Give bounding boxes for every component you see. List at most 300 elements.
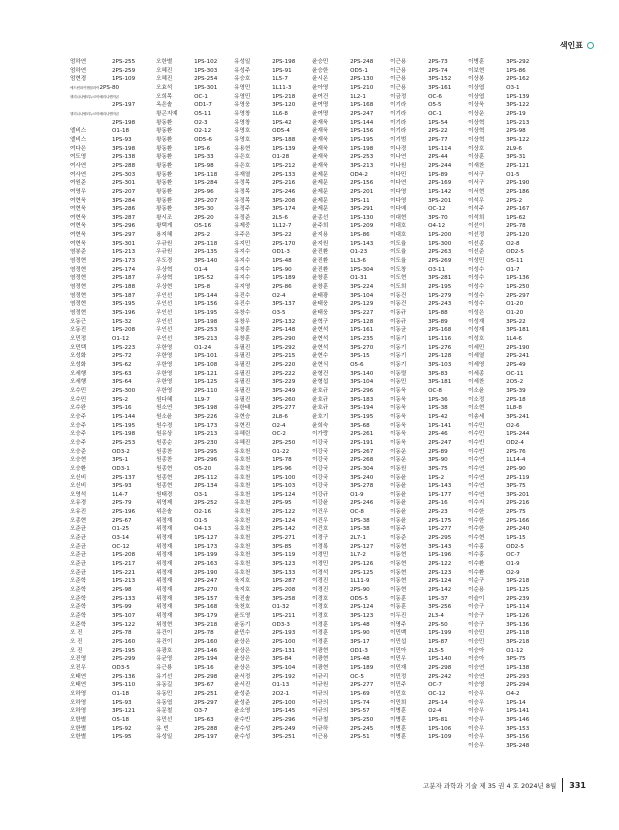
paper-code: 2PS-18 xyxy=(506,396,526,403)
author-name: 이경호 xyxy=(312,604,329,611)
paper-code: 2PS-118 xyxy=(506,630,530,637)
paper-code: 3PS-188 xyxy=(272,136,296,143)
paper-code: 2PS-112 xyxy=(194,474,218,481)
index-entry xyxy=(312,93,390,102)
paper-code: 3PS-2 xyxy=(112,396,129,403)
index-entry xyxy=(234,300,312,309)
paper-code: O3-1 xyxy=(506,84,520,91)
index-entry xyxy=(70,396,156,405)
index-entry xyxy=(312,214,390,223)
paper-code: 3PS-122 xyxy=(112,621,136,628)
paper-code: 1L4-7 xyxy=(112,491,128,498)
index-entry xyxy=(156,231,234,240)
paper-code: O5-16 xyxy=(194,223,212,230)
author-name: 여현욱 xyxy=(70,214,87,221)
author-name: 유지수 xyxy=(234,258,251,265)
author-name: 이기라 xyxy=(390,128,407,135)
author-name: 육지호 xyxy=(234,578,251,585)
author-name: 유영호 xyxy=(234,128,251,135)
author-name: 오세행 xyxy=(70,370,87,377)
paper-code: 1PS-38 xyxy=(428,405,448,412)
paper-code: 1PS-144 xyxy=(350,119,374,126)
index-entry xyxy=(390,101,468,110)
author-name: 오승환 xyxy=(70,465,87,472)
index-entry xyxy=(70,136,156,145)
author-name: 유기선 xyxy=(156,673,173,680)
paper-code: 3PS-208 xyxy=(272,197,296,204)
index-entry xyxy=(234,136,312,145)
author-name: 오성화 xyxy=(70,353,87,360)
author-name: 이민주 xyxy=(390,682,407,689)
index-entry xyxy=(312,127,390,136)
index-entry xyxy=(70,179,156,188)
index-entry xyxy=(234,58,312,67)
paper-code: 1PS-95 xyxy=(112,734,132,741)
paper-code: O1-32 xyxy=(272,604,290,611)
index-entry xyxy=(312,586,390,595)
index-entry xyxy=(156,318,234,327)
paper-code: 1PS-48 xyxy=(272,258,292,265)
author-name: 이규하 xyxy=(312,725,329,732)
index-entry xyxy=(70,370,156,379)
paper-code: 3PS-75 xyxy=(506,656,526,663)
paper-code: OD4-2 xyxy=(350,171,368,178)
paper-code: 2L9-6 xyxy=(506,145,522,152)
author-name: 이상욱 xyxy=(468,102,485,109)
paper-code: 1L3-6 xyxy=(350,258,366,265)
author-name: 이나원 xyxy=(390,162,407,169)
index-entry xyxy=(390,370,468,379)
paper-code: 2PS-294 xyxy=(506,682,530,689)
author-name: 위정재 xyxy=(156,526,173,533)
index-entry xyxy=(156,413,234,422)
paper-code: 1PS-144 xyxy=(112,413,136,420)
footer-divider xyxy=(562,778,563,792)
index-entry xyxy=(234,439,312,448)
paper-code: 1PS-102 xyxy=(194,59,218,65)
author-name: 염정현 xyxy=(70,275,87,282)
index-entry xyxy=(312,396,390,405)
author-name: 이동기 xyxy=(390,353,407,360)
author-name: 오 진 xyxy=(70,630,83,637)
author-name: 에드윈파커젬블라이 xyxy=(70,85,100,90)
index-entry xyxy=(156,491,234,500)
paper-code: 3PS-152 xyxy=(428,76,452,83)
author-name: 왕곤지예 xyxy=(156,110,178,117)
author-name: 윤상은 xyxy=(234,638,251,645)
paper-code: 1PS-14 xyxy=(506,699,526,706)
author-name: 이동윤 xyxy=(390,483,407,490)
author-name: 이대호 xyxy=(390,232,407,239)
index-entry xyxy=(468,673,542,682)
index-entry xyxy=(468,474,542,483)
index-entry xyxy=(468,75,542,84)
paper-code: 1PS-156 xyxy=(350,128,374,135)
author-name: 이승연 xyxy=(468,673,485,680)
author-name: 우한영 xyxy=(156,353,173,360)
author-name: 오신비 xyxy=(70,474,87,481)
index-entry xyxy=(156,430,234,439)
paper-code: 2PS-195 xyxy=(112,647,136,654)
index-entry xyxy=(70,257,156,266)
index-entry xyxy=(70,517,156,526)
index-entry xyxy=(156,681,234,690)
index-entry xyxy=(312,361,390,370)
author-name: 오태연 xyxy=(70,682,87,689)
paper-code: 3PS-122 xyxy=(506,102,530,109)
author-name: 오준학 xyxy=(70,587,87,594)
index-entry xyxy=(468,378,542,387)
index-entry xyxy=(70,690,156,699)
index-entry xyxy=(156,716,234,725)
index-entry xyxy=(234,188,312,197)
author-name: 엄하연 xyxy=(70,59,87,65)
index-entry xyxy=(312,404,390,413)
author-name: 여현욱 xyxy=(70,197,87,204)
author-name: 엘리나나벨리누르아베리나헨저콘 xyxy=(70,111,120,116)
author-name: 이동기 xyxy=(390,361,407,368)
index-entry xyxy=(234,101,312,110)
author-name: 위정재 xyxy=(156,517,173,524)
author-name: 우상혁 xyxy=(156,266,173,273)
author-name: 유영웅 xyxy=(234,102,251,109)
author-name: 유은호 xyxy=(234,162,251,169)
author-name: 이민재 xyxy=(390,664,407,671)
paper-code: 1PS-88 xyxy=(428,310,448,317)
author-name: 오종현 xyxy=(70,517,87,524)
index-entry xyxy=(312,344,390,353)
author-name: 윤상은 xyxy=(234,664,251,671)
index-entry xyxy=(156,456,234,465)
paper-code: 2PS-146 xyxy=(194,647,218,654)
paper-code: 2PS-89 xyxy=(428,448,448,455)
index-entry xyxy=(312,145,390,154)
author-name: 이소현 xyxy=(468,405,485,412)
index-entry xyxy=(156,257,234,266)
index-entry xyxy=(390,309,468,318)
author-name: 여도영 xyxy=(70,154,87,161)
author-name: 윤종선 xyxy=(312,214,329,221)
author-name: 이경민 xyxy=(312,552,329,559)
index-entry xyxy=(70,603,156,612)
author-name: 이동욱 xyxy=(390,405,407,412)
index-entry xyxy=(390,534,468,543)
index-entry xyxy=(390,699,468,708)
author-name: 윤동기 xyxy=(234,621,251,628)
index-entry xyxy=(234,205,312,214)
paper-code: 1PS-287 xyxy=(272,578,296,585)
index-entry xyxy=(156,534,234,543)
index-entry xyxy=(70,197,156,206)
author-name: 이순구 xyxy=(468,578,485,585)
paper-code: 3PS-75 xyxy=(428,465,448,472)
author-name: 이세민 xyxy=(468,344,485,351)
author-name: 이병훈 xyxy=(390,716,407,723)
author-name: 여사연 xyxy=(70,162,87,169)
paper-code: 3PS-258 xyxy=(272,595,296,602)
index-entry xyxy=(156,344,234,353)
author-name: 엄현경 xyxy=(70,76,87,83)
paper-code: 3PS-196 xyxy=(112,310,136,317)
author-name: 이건우 xyxy=(312,517,329,524)
paper-code: 1PS-106 xyxy=(428,725,452,732)
journal-info: 고분자 과학과 기술 제 35 권 4 호 2024년 8월 xyxy=(422,781,557,790)
author-name: 오승주 xyxy=(70,431,87,438)
paper-code: 1PS-42 xyxy=(272,119,292,126)
author-name: 이동윤 xyxy=(390,509,407,516)
index-entry xyxy=(390,197,468,206)
author-name: 유영민 xyxy=(234,93,251,100)
paper-code: 3PS-22 xyxy=(272,232,292,239)
author-name: 왕동환 xyxy=(156,197,173,204)
author-name: 이경구 xyxy=(312,535,329,542)
index-entry xyxy=(234,127,312,136)
author-name: 이선이 xyxy=(468,223,485,230)
author-name: 우인선 xyxy=(156,318,173,325)
author-name: 윤아영 xyxy=(312,84,329,91)
author-name: 윤제문 xyxy=(312,171,329,178)
index-entry xyxy=(312,283,390,292)
index-entry xyxy=(234,430,312,439)
paper-code: 1PS-52 xyxy=(194,275,214,282)
index-entry xyxy=(234,569,312,578)
index-entry xyxy=(156,595,234,604)
paper-code: 2PS-216 xyxy=(506,500,530,507)
index-entry xyxy=(312,171,390,180)
author-name: 유지영 xyxy=(234,284,251,291)
paper-code: O1-12 xyxy=(506,647,524,654)
paper-code: 2PS-73 xyxy=(428,59,448,65)
index-entry xyxy=(156,551,234,560)
author-name: 원종현 xyxy=(156,474,173,481)
author-name: 이강국 xyxy=(312,465,329,472)
author-name: 이동윤 xyxy=(390,474,407,481)
author-name: 유제중 xyxy=(234,223,251,230)
paper-code: 2PS-77 xyxy=(428,136,448,143)
author-name: 이선종 xyxy=(468,240,485,247)
index-entry xyxy=(156,577,234,586)
author-name: 원종찬 xyxy=(156,448,173,455)
paper-code: 2PS-127 xyxy=(350,543,374,550)
index-entry xyxy=(234,448,312,457)
author-name: 이상혁 xyxy=(468,119,485,126)
paper-code: 3PS-287 xyxy=(112,214,136,221)
author-name: 오성화 xyxy=(70,361,87,368)
index-entry xyxy=(70,482,156,491)
index-entry xyxy=(468,482,542,491)
author-name: 오준균 xyxy=(70,561,87,568)
index-entry xyxy=(312,162,390,171)
author-name: 오승현 xyxy=(70,457,87,464)
author-name: 유지민 xyxy=(234,240,251,247)
index-entry xyxy=(468,274,542,283)
paper-code: O2-16 xyxy=(194,509,212,516)
index-entry xyxy=(390,214,468,223)
index-entry xyxy=(390,266,468,275)
index-entry xyxy=(234,387,312,396)
author-name: 이승민 xyxy=(468,638,485,645)
author-name: 유호천 xyxy=(234,561,251,568)
index-entry xyxy=(468,629,542,638)
author-name: 유성일 xyxy=(156,734,173,741)
author-name: 위정재 xyxy=(156,587,173,594)
author-name: 이다민 xyxy=(390,171,407,178)
index-entry xyxy=(390,361,468,370)
paper-code: 2PS-19 xyxy=(506,110,526,117)
paper-code: 2PS-296 xyxy=(272,716,296,723)
paper-code: 2PS-186 xyxy=(506,188,530,195)
paper-code: 1PS-199 xyxy=(194,552,218,559)
author-name: 유창훈 xyxy=(234,336,251,342)
author-name: 유영민 xyxy=(234,84,251,91)
paper-code: 1L4-6 xyxy=(506,336,522,342)
paper-code: 1L6-8 xyxy=(272,110,288,117)
paper-code: 1PS-195 xyxy=(112,422,136,429)
index-entry xyxy=(234,214,312,223)
author-name: 왕시조 xyxy=(156,214,173,221)
author-name: 윤혁구 xyxy=(312,318,329,325)
author-name: 오수민 xyxy=(70,387,87,394)
author-name: 이동규 xyxy=(390,318,407,325)
index-entry xyxy=(156,171,234,180)
author-name: 이승구 xyxy=(468,621,485,628)
author-name: 이상혁 xyxy=(468,128,485,135)
paper-code: 2PS-242 xyxy=(428,673,452,680)
index-entry xyxy=(312,569,390,578)
author-name: 이동윤 xyxy=(390,500,407,507)
author-name: 윤태광 xyxy=(312,292,329,299)
author-name: 이승구 xyxy=(468,613,485,619)
paper-code: O1-9 xyxy=(506,561,520,568)
author-name: 이건호 xyxy=(312,526,329,533)
paper-code: 2PS-170 xyxy=(272,240,296,247)
paper-code: 3PS-174 xyxy=(272,206,296,213)
index-entry xyxy=(468,283,542,292)
index-entry xyxy=(234,681,312,690)
index-entry xyxy=(70,361,156,370)
paper-code: 1PS-98 xyxy=(194,162,214,169)
paper-code: 3PS-213 xyxy=(350,162,374,169)
index-entry xyxy=(312,551,390,560)
author-name: 위정재 xyxy=(156,613,173,619)
index-entry xyxy=(390,318,468,327)
paper-code: O5-20 xyxy=(194,465,212,472)
author-name: 유주은 xyxy=(234,232,251,239)
index-entry xyxy=(390,725,468,734)
author-name: 이성수 xyxy=(468,292,485,299)
paper-code: 2PS-122 xyxy=(272,509,296,516)
index-entry xyxy=(234,93,312,102)
paper-code: 2PS-173 xyxy=(112,258,136,265)
author-name: 우인선 xyxy=(156,292,173,299)
author-name: 이건우 xyxy=(312,509,329,516)
author-name: 이경훈 xyxy=(312,630,329,637)
paper-code: 1PS-38 xyxy=(350,517,370,524)
author-name: 이세찬 xyxy=(468,379,485,386)
index-entry xyxy=(234,378,312,387)
author-name: 오영석 xyxy=(70,491,87,498)
author-name: 이송세 xyxy=(468,413,485,420)
index-entry xyxy=(234,508,312,517)
paper-code: 2PS-201 xyxy=(350,188,374,195)
paper-code: 3PS-122 xyxy=(506,136,530,143)
paper-code: 3PS-136 xyxy=(506,621,530,628)
index-entry xyxy=(390,75,468,84)
index-entry xyxy=(156,508,234,517)
author-name: 유광호 xyxy=(156,647,173,654)
index-entry xyxy=(70,222,156,231)
paper-code: 3PS-11 xyxy=(350,197,370,204)
paper-code: 2PS-51 xyxy=(350,734,370,741)
index-entry xyxy=(390,482,468,491)
index-entry xyxy=(390,664,468,673)
author-name: 이병훈 xyxy=(390,734,407,741)
paper-code: 1PS-37 xyxy=(428,595,448,602)
index-entry xyxy=(312,67,390,76)
index-entry xyxy=(312,422,390,431)
index-entry xyxy=(468,569,542,578)
author-name: 이수연 xyxy=(468,483,485,490)
paper-code: 2PS-247 xyxy=(194,578,218,585)
author-name: 이상엽 xyxy=(468,84,485,91)
index-entry xyxy=(234,673,312,682)
author-name: 윤성준 xyxy=(234,690,251,697)
index-entry xyxy=(156,647,234,656)
index-entry xyxy=(312,456,390,465)
author-name: 이상혁 xyxy=(468,136,485,143)
paper-code: 3PS-226 xyxy=(194,413,218,420)
index-entry xyxy=(156,387,234,396)
paper-code: 2PS-197 xyxy=(112,102,136,109)
paper-code: 2PS-124 xyxy=(428,578,452,585)
paper-code: 2PS-239 xyxy=(506,595,530,602)
index-entry xyxy=(468,603,542,612)
author-name: 이동욱 xyxy=(390,431,407,438)
index-entry xyxy=(390,690,468,699)
paper-code: 3PS-296 xyxy=(112,223,136,230)
author-name: 이성수 xyxy=(468,284,485,291)
index-entry xyxy=(70,318,156,327)
paper-code: 1L11-9 xyxy=(350,578,370,585)
author-name: 오혜진 xyxy=(156,76,173,83)
author-name: 유민선 xyxy=(156,716,173,723)
author-name: 오수민 xyxy=(70,396,87,403)
paper-code: 1PS-114 xyxy=(506,604,530,611)
author-name: 이근용 xyxy=(390,76,407,83)
index-entry xyxy=(156,361,234,370)
paper-code: 2PS-261 xyxy=(350,431,374,438)
index-entry xyxy=(156,222,234,231)
author-name: 유영창 xyxy=(234,119,251,126)
index-entry xyxy=(234,352,312,361)
index-entry xyxy=(234,240,312,249)
author-name: 이상봉 xyxy=(468,76,485,83)
paper-code: O2-4 xyxy=(272,292,286,299)
paper-code: 1PS-89 xyxy=(428,171,448,178)
author-name: 이수홍 xyxy=(468,543,485,550)
index-entry xyxy=(156,292,234,301)
author-name: 윤주희 xyxy=(312,223,329,230)
index-entry xyxy=(234,482,312,491)
paper-code: 2PS-80 xyxy=(99,84,120,91)
author-name: 이서구 xyxy=(468,180,485,187)
index-entry xyxy=(70,612,156,621)
author-name: 왕동환 xyxy=(156,154,173,161)
paper-code: 1PS-103 xyxy=(272,483,296,490)
author-name: 이다영 xyxy=(390,188,407,195)
author-name: 오준균 xyxy=(70,552,87,559)
author-name: 오유경 xyxy=(70,500,87,507)
